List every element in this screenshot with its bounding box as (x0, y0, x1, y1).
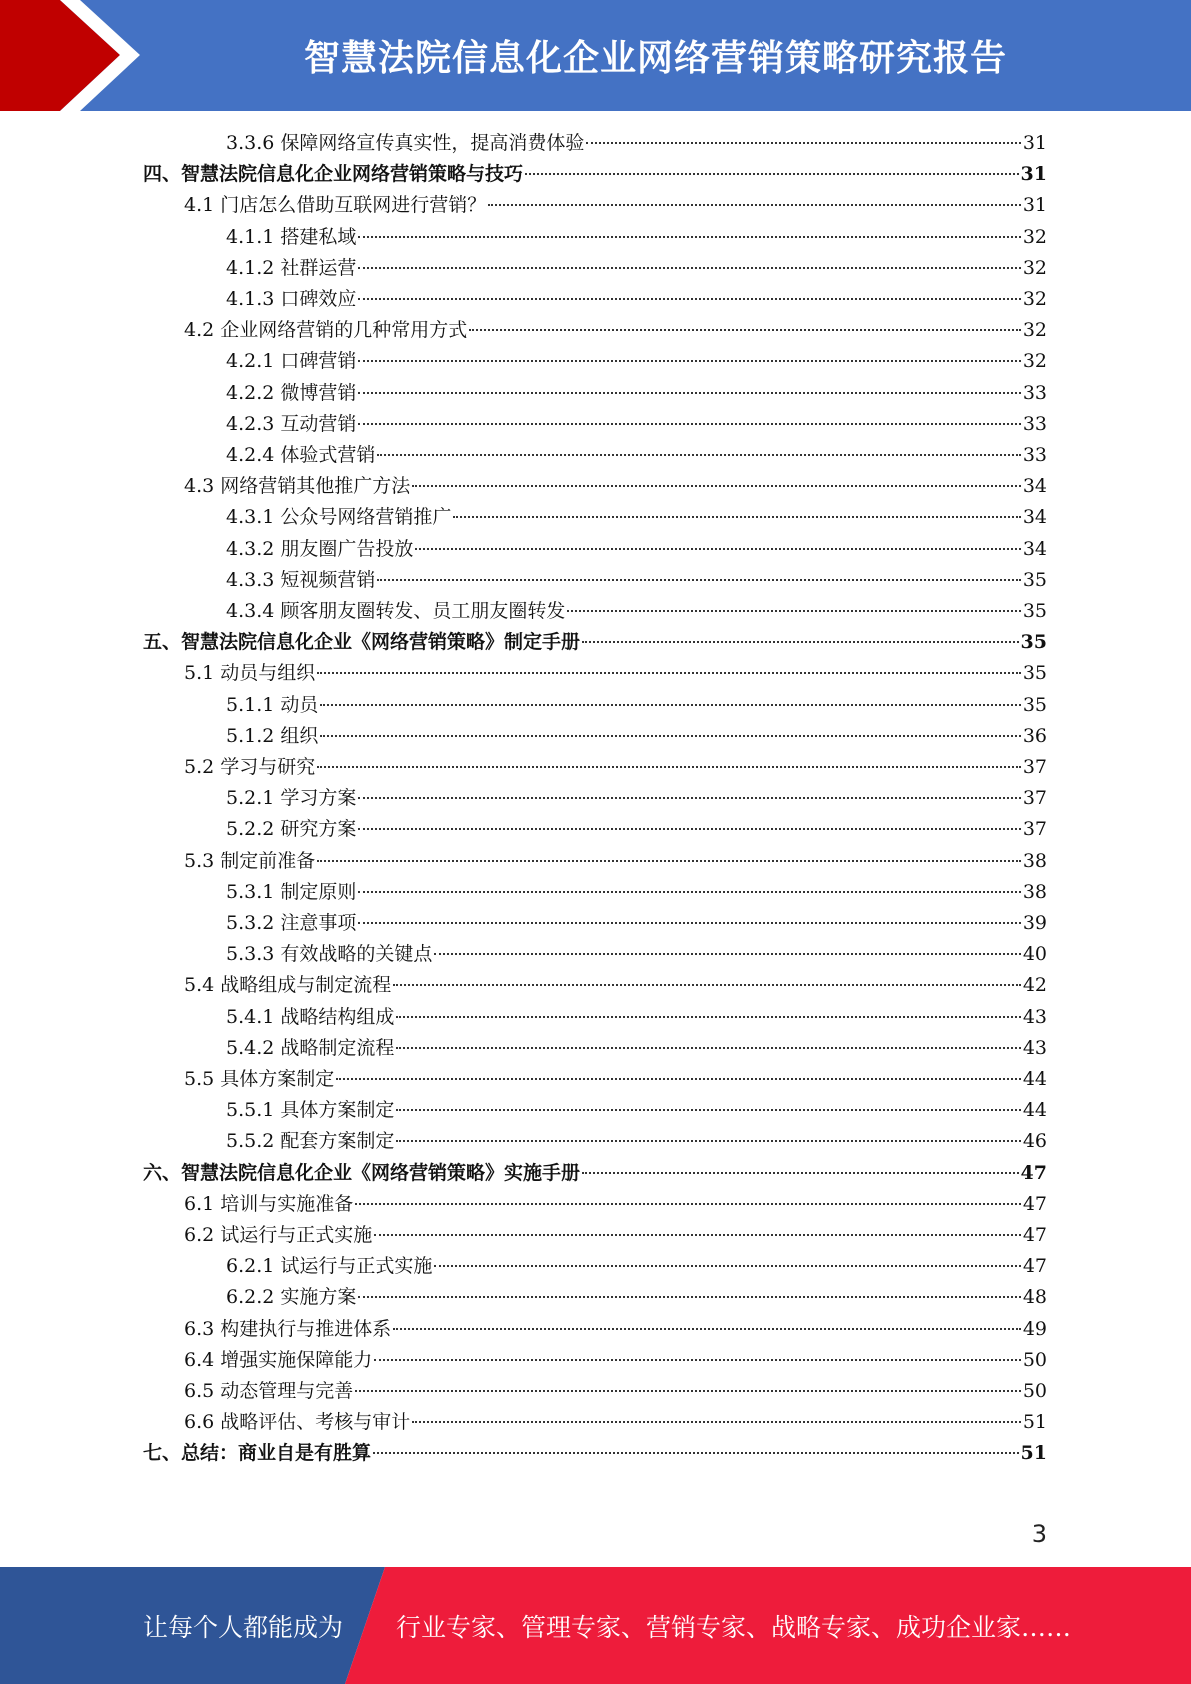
toc-entry-label: 5.5 具体方案制定 (184, 1068, 335, 1090)
toc-entry-label: 5.1.2 组织 (226, 724, 319, 747)
toc-dot-leader (582, 1171, 1019, 1174)
report-title: 智慧法院信息化企业网络营销策略研究报告 (303, 38, 1007, 79)
toc-entry-label: 5.3.1 制定原则 (226, 880, 357, 903)
toc-dot-leader (374, 1358, 1021, 1361)
toc-entry-page: 37 (1022, 818, 1047, 841)
toc-entry-page: 51 (1020, 1442, 1047, 1465)
toc-dot-leader (396, 1046, 1020, 1049)
toc-entry-label: 5.3 制定前准备 (184, 849, 316, 872)
page-number: 3 (1031, 1520, 1047, 1548)
toc-entry-label: 6.4 增强实施保障能力 (184, 1348, 373, 1371)
toc-entry-page: 40 (1022, 943, 1047, 966)
toc-dot-leader (396, 1139, 1020, 1142)
toc-dot-leader (453, 515, 1020, 518)
toc-entry-page: 34 (1022, 475, 1047, 498)
toc-dot-leader (393, 1327, 1021, 1330)
toc-dot-leader (358, 359, 1020, 362)
toc-entry-label: 七、总结：商业自是有胜算 (143, 1442, 372, 1465)
toc-entry[interactable] (226, 690, 1047, 721)
toc-entry[interactable] (226, 440, 1047, 471)
toc-dot-leader (358, 1295, 1020, 1298)
toc-entry-label: 5.1.1 动员 (226, 693, 319, 716)
toc-entry-label: 4.2.4 体验式营销 (226, 444, 376, 466)
toc-entry-label: 3.3.6 保障网络宣传真实性，提高消费体验 (226, 132, 585, 154)
toc-entry-label: 5.4.1 战略结构组成 (226, 1005, 395, 1028)
page-footer (0, 1567, 1191, 1684)
toc-dot-leader (358, 422, 1020, 425)
toc-dot-leader (469, 328, 1021, 331)
toc-entry[interactable] (143, 1158, 1047, 1189)
toc-dot-leader (355, 1202, 1021, 1205)
toc-entry-page: 47 (1020, 1161, 1047, 1184)
toc-dot-leader (434, 952, 1020, 955)
toc-entry[interactable] (226, 378, 1047, 409)
toc-entry-page: 37 (1022, 787, 1047, 810)
toc-dot-leader (358, 796, 1020, 799)
toc-entry[interactable] (226, 877, 1047, 908)
toc-entry[interactable] (226, 596, 1047, 627)
toc-entry[interactable] (226, 908, 1047, 939)
toc-entry[interactable] (226, 346, 1047, 377)
toc-entry[interactable] (226, 1282, 1047, 1313)
toc-entry-page: 33 (1022, 381, 1047, 404)
toc-entry[interactable] (226, 1251, 1047, 1282)
toc-entry-page: 49 (1022, 1317, 1047, 1340)
toc-entry-page: 31 (1022, 194, 1047, 217)
toc-entry[interactable] (226, 721, 1047, 752)
toc-dot-leader (412, 1420, 1021, 1423)
toc-entry-label: 五、智慧法院信息化企业《网络营销策略》制定手册 (143, 631, 581, 654)
toc-dot-leader (358, 827, 1020, 830)
toc-dot-leader (336, 1077, 1021, 1080)
toc-entry-page: 43 (1022, 1005, 1047, 1028)
toc-entry[interactable] (226, 222, 1047, 253)
toc-entry-label: 4.3.2 朋友圈广告投放 (226, 537, 414, 560)
toc-entry-page: 35 (1020, 631, 1047, 654)
footer-slogan-right: 行业专家、管理专家、营销专家、战略专家、成功企业家…… (396, 1612, 1072, 1642)
toc-dot-leader (434, 1264, 1020, 1267)
toc-dot-leader (358, 297, 1020, 300)
toc-entry-label: 5.5.2 配套方案制定 (226, 1130, 395, 1153)
toc-entry-label: 5.4 战略组成与制定流程 (184, 974, 392, 997)
toc-entry-page: 32 (1022, 319, 1047, 342)
toc-entry[interactable] (226, 284, 1047, 315)
toc-entry-label: 6.2 试运行与正式实施 (184, 1224, 373, 1246)
toc-entry[interactable] (184, 1314, 1047, 1345)
toc-entry-page: 33 (1022, 444, 1047, 466)
toc-entry-label: 四、智慧法院信息化企业网络营销策略与技巧 (143, 163, 524, 186)
toc-entry-label: 5.4.2 战略制定流程 (226, 1036, 395, 1059)
toc-dot-leader (320, 734, 1020, 737)
toc-dot-leader (317, 671, 1021, 674)
toc-entry-page: 50 (1022, 1380, 1047, 1402)
toc-dot-leader (358, 235, 1020, 238)
toc-entry[interactable] (184, 846, 1047, 877)
toc-entry-page: 39 (1022, 912, 1047, 934)
toc-entry-label: 6.2.1 试运行与正式实施 (226, 1255, 433, 1278)
toc-entry[interactable] (184, 1407, 1047, 1438)
toc-entry-label: 4.1 门店怎么借助互联网进行营销？ (184, 194, 487, 217)
toc-entry[interactable] (143, 627, 1047, 658)
toc-entry-label: 5.2.1 学习方案 (226, 787, 357, 810)
toc-entry-page: 37 (1022, 756, 1047, 778)
toc-entry[interactable] (143, 159, 1047, 190)
toc-dot-leader (320, 703, 1020, 706)
toc-entry-label: 5.3.2 注意事项 (226, 912, 357, 934)
toc-entry[interactable] (184, 471, 1047, 502)
toc-dot-leader (377, 578, 1020, 581)
toc-entry[interactable] (184, 1220, 1047, 1251)
page-header (0, 0, 1191, 111)
toc-entry-page: 51 (1022, 1411, 1047, 1434)
toc-dot-leader (355, 1389, 1021, 1392)
toc-entry[interactable] (226, 939, 1047, 970)
toc-entry-page: 38 (1022, 849, 1047, 872)
toc-dot-leader (358, 391, 1020, 394)
toc-entry-label: 4.1.2 社群运营 (226, 256, 357, 279)
toc-entry-page: 35 (1022, 568, 1047, 591)
toc-dot-leader (567, 609, 1020, 612)
toc-dot-leader (358, 921, 1020, 924)
toc-entry[interactable] (184, 1376, 1047, 1407)
toc-entry-page: 31 (1020, 163, 1047, 186)
toc-entry[interactable] (184, 1064, 1047, 1095)
toc-dot-leader (377, 453, 1020, 456)
toc-entry-label: 4.3.3 短视频营销 (226, 568, 376, 591)
toc-entry[interactable] (184, 1345, 1047, 1376)
toc-entry-label: 6.6 战略评估、考核与审计 (184, 1411, 411, 1434)
toc-entry-label: 六、智慧法院信息化企业《网络营销策略》实施手册 (143, 1161, 581, 1184)
toc-entry-page: 50 (1022, 1348, 1047, 1371)
toc-entry-page: 32 (1022, 350, 1047, 373)
toc-entry-label: 4.3 网络营销其他推广方法 (184, 475, 411, 498)
toc-entry-label: 4.1.1 搭建私域 (226, 225, 357, 248)
toc-entry-label: 4.3.4 顾客朋友圈转发、员工朋友圈转发 (226, 600, 566, 622)
toc-entry[interactable] (226, 409, 1047, 440)
toc-entry-page: 44 (1022, 1068, 1047, 1090)
toc-entry-label: 4.2.3 互动营销 (226, 412, 357, 435)
toc-entry-page: 43 (1022, 1036, 1047, 1059)
toc-entry-page: 32 (1022, 225, 1047, 248)
toc-entry-label: 5.5.1 具体方案制定 (226, 1099, 395, 1122)
footer-slogan-left: 让每个人都能成为 (143, 1612, 344, 1642)
toc-entry-page: 35 (1022, 600, 1047, 622)
chevron-arrow-icon (0, 0, 160, 111)
toc-entry[interactable] (226, 1126, 1047, 1157)
toc-dot-leader (373, 1451, 1019, 1454)
toc-entry-label: 4.2.2 微博营销 (226, 381, 357, 404)
toc-entry-label: 4.2 企业网络营销的几种常用方式 (184, 319, 468, 342)
toc-entry-label: 6.1 培训与实施准备 (184, 1192, 354, 1215)
toc-entry[interactable] (143, 1438, 1047, 1469)
toc-entry-label: 6.5 动态管理与完善 (184, 1380, 354, 1402)
toc-entry[interactable] (226, 814, 1047, 845)
toc-entry[interactable] (184, 1189, 1047, 1220)
toc-entry-page: 32 (1022, 256, 1047, 279)
toc-entry[interactable] (184, 190, 1047, 221)
toc-entry-page: 33 (1022, 412, 1047, 435)
toc-entry[interactable] (226, 502, 1047, 533)
toc-entry[interactable] (226, 1002, 1047, 1033)
toc-entry[interactable] (226, 128, 1047, 159)
toc-entry-label: 4.1.3 口碑效应 (226, 288, 357, 310)
toc-dot-leader (415, 547, 1020, 550)
toc-dot-leader (317, 859, 1021, 862)
toc-dot-leader (374, 1233, 1021, 1236)
toc-entry-label: 4.2.1 口碑营销 (226, 350, 357, 373)
toc-entry[interactable] (226, 1033, 1047, 1064)
toc-entry-page: 47 (1022, 1224, 1047, 1246)
toc-entry-page: 35 (1022, 693, 1047, 716)
toc-entry-label: 5.3.3 有效战略的关键点 (226, 943, 433, 966)
toc-entry-label: 5.1 动员与组织 (184, 662, 316, 685)
toc-entry-label: 6.2.2 实施方案 (226, 1286, 357, 1309)
toc-entry[interactable] (184, 315, 1047, 346)
toc-dot-leader (586, 141, 1020, 144)
toc-entry-page: 34 (1022, 506, 1047, 529)
toc-dot-leader (358, 266, 1020, 269)
toc-entry-label: 4.3.1 公众号网络营销推广 (226, 506, 452, 529)
toc-entry-page: 46 (1022, 1130, 1047, 1153)
toc-entry-page: 34 (1022, 537, 1047, 560)
toc-entry[interactable] (184, 752, 1047, 783)
toc-dot-leader (582, 640, 1019, 643)
toc-entry[interactable] (226, 565, 1047, 596)
toc-entry[interactable] (184, 970, 1047, 1001)
toc-dot-leader (396, 1108, 1020, 1111)
toc-dot-leader (358, 890, 1020, 893)
toc-entry-page: 47 (1022, 1192, 1047, 1215)
toc-entry-label: 6.3 构建执行与推进体系 (184, 1317, 392, 1340)
toc-dot-leader (525, 172, 1019, 175)
toc-entry-page: 31 (1022, 132, 1047, 154)
toc-entry-page: 36 (1022, 724, 1047, 747)
toc-dot-leader (393, 983, 1021, 986)
toc-dot-leader (488, 203, 1021, 206)
toc-dot-leader (317, 765, 1021, 768)
toc-entry[interactable] (226, 253, 1047, 284)
toc-entry[interactable] (184, 658, 1047, 689)
toc-entry[interactable] (226, 534, 1047, 565)
toc-entry[interactable] (226, 783, 1047, 814)
toc-entry[interactable] (226, 1095, 1047, 1126)
toc-entry-page: 32 (1022, 288, 1047, 310)
toc-entry-page: 35 (1022, 662, 1047, 685)
toc-entry-page: 47 (1022, 1255, 1047, 1278)
toc-entry-page: 38 (1022, 880, 1047, 903)
toc-dot-leader (396, 1015, 1020, 1018)
toc-dot-leader (412, 484, 1021, 487)
toc-entry-label: 5.2.2 研究方案 (226, 818, 357, 841)
toc-entry-page: 48 (1022, 1286, 1047, 1309)
toc-entry-page: 44 (1022, 1099, 1047, 1122)
toc-entry-page: 42 (1022, 974, 1047, 997)
toc-entry-label: 5.2 学习与研究 (184, 756, 316, 778)
